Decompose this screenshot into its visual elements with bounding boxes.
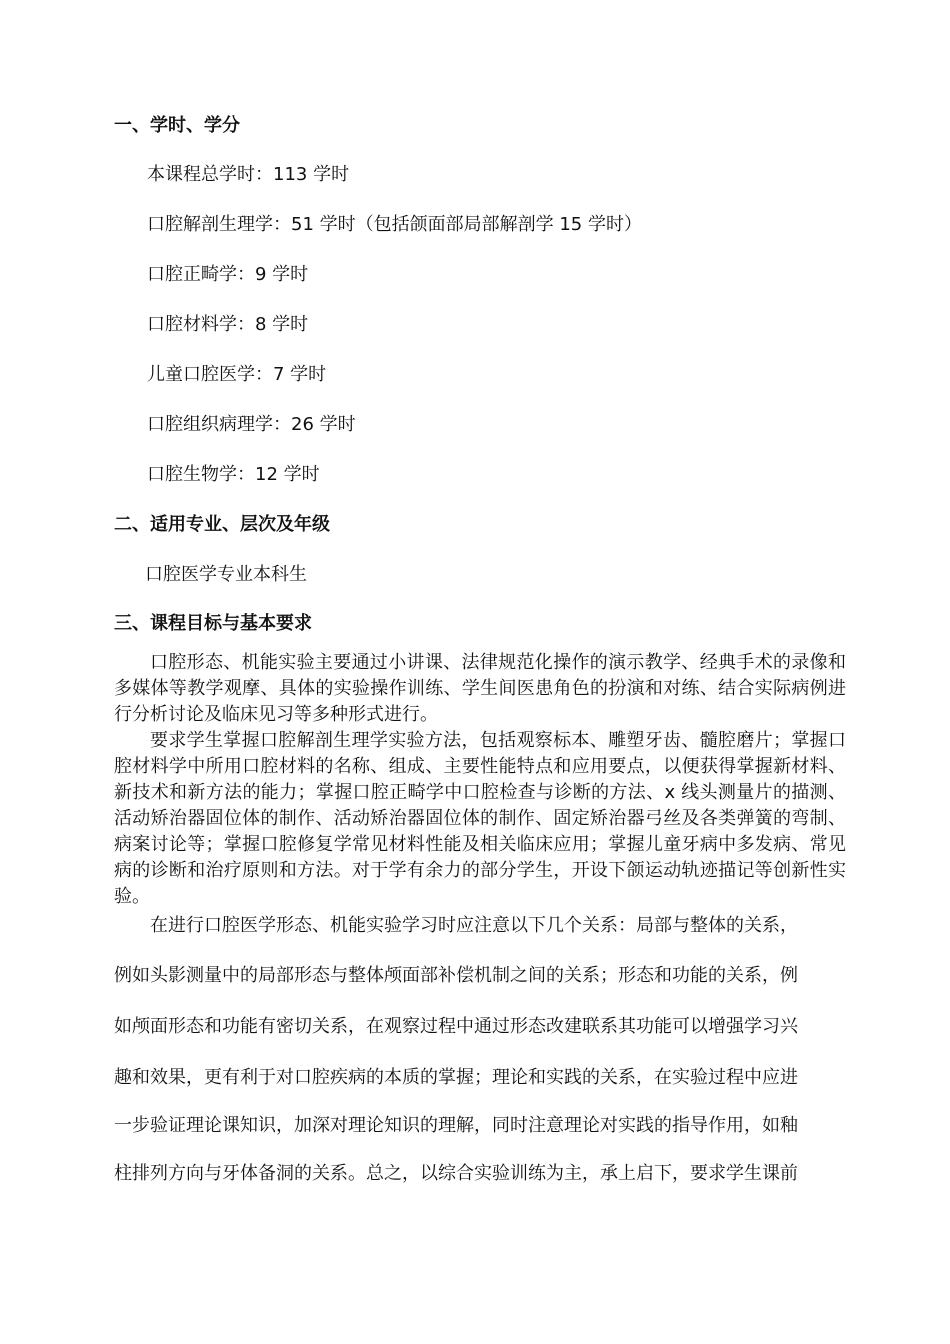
orthodontics-hours-line: 口腔正畸学：9 学时 — [147, 264, 309, 285]
relationship-text-line: 如颅面形态和功能有密切关系，在观察过程中通过形态改建联系其功能可以增强学习兴 — [114, 1016, 798, 1037]
course-goals-paragraph-2: 要求学生掌握口腔解剖生理学实验方法，包括观察标本、雕塑牙齿、髓腔磨片；掌握口腔材料学中所用口腔材料的名称、组成、主要性能特点和应用要点，以便获得掌握新材料、新技术和新方法的能力；掌握口腔正畸学中口腔检查与诊断的方法、x 线头测量片的描测、活动矫治器固位体的制作、活动矫治器固位体的制作、固定矫治器弓丝及各类弹簧的弯制、病案讨论等；掌握口腔修复学常见材料性能及相关临床应用；掌握儿童牙病中多发病、常见病的诊断和治疗原则和方法。对于学有余力的部分学生，开设下颌运动轨迹描记等创新性实验。 — [114, 730, 846, 907]
section-3-heading: 三、课程目标与基本要求 — [114, 613, 312, 634]
anatomy-hours-line: 口腔解剖生理学：51 学时（包括颌面部局部解剖学 15 学时） — [147, 214, 642, 235]
relationship-text-line: 柱排列方向与牙体备洞的关系。总之，以综合实验训练为主，承上启下，要求学生课前 — [114, 1163, 798, 1184]
biology-hours-line: 口腔生物学：12 学时 — [147, 464, 320, 485]
section-1-heading: 一、学时、学分 — [114, 115, 240, 136]
section-2-heading: 二、适用专业、层次及年级 — [114, 514, 330, 535]
relationship-text-line: 趣和效果，更有利于对口腔疾病的本质的掌握；理论和实践的关系，在实验过程中应进 — [114, 1067, 798, 1088]
pathology-hours-line: 口腔组织病理学：26 学时 — [147, 414, 356, 435]
relationship-text-line: 例如头影测量中的局部形态与整体颅面部补偿机制之间的关系；形态和功能的关系，例 — [114, 965, 798, 986]
course-goals-paragraph-1: 口腔形态、机能实验主要通过小讲课、法律规范化操作的演示教学、经典手术的录像和多媒体等教学观摩、具体的实验操作训练、学生间医患角色的扮演和对练、结合实际病例进行分析讨论及临床见习等多种形式进行。 — [114, 652, 846, 725]
total-hours-line: 本课程总学时：113 学时 — [147, 164, 350, 185]
pediatric-hours-line: 儿童口腔医学：7 学时 — [147, 364, 327, 385]
materials-hours-line: 口腔材料学：8 学时 — [147, 314, 309, 335]
relationship-text-line: 在进行口腔医学形态、机能实验学习时应注意以下几个关系：局部与整体的关系， — [150, 915, 798, 936]
applicable-major-line: 口腔医学专业本科生 — [145, 564, 307, 585]
relationship-text-line: 一步验证理论课知识，加深对理论知识的理解，同时注意理论对实践的指导作用，如釉 — [114, 1115, 798, 1136]
